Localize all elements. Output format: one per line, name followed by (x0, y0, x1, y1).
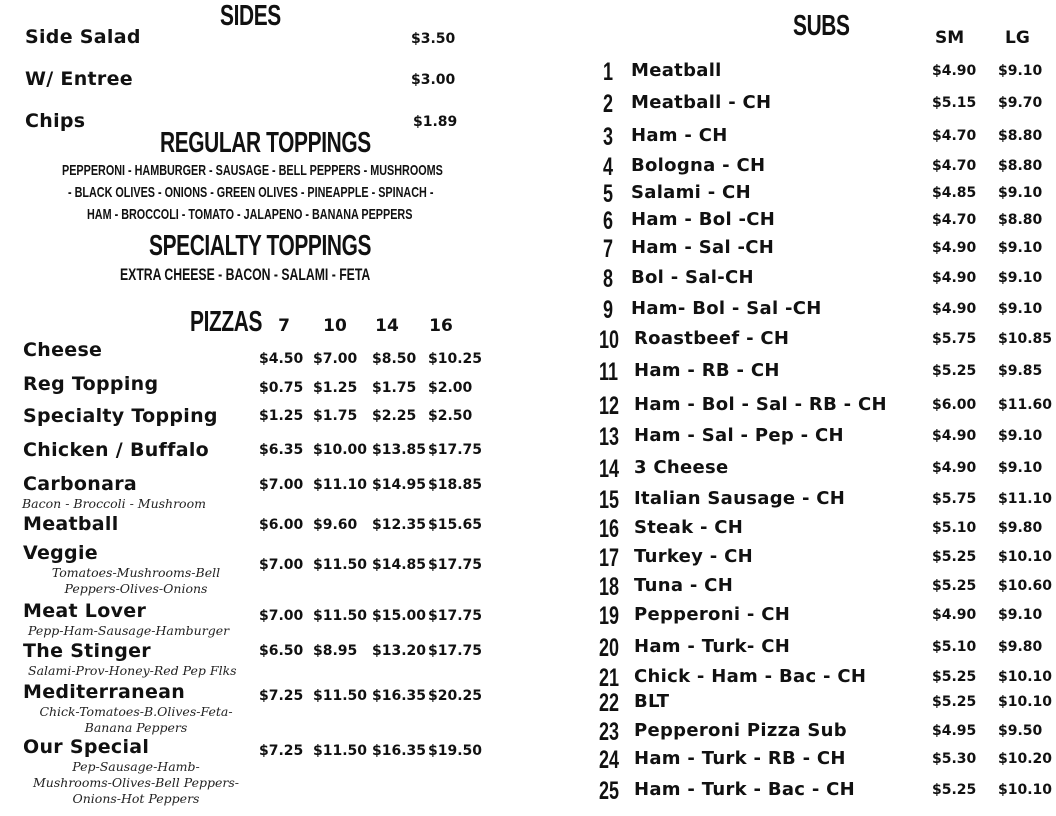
sub-price-small: $4.90 (932, 460, 977, 476)
sub-price-large: $9.10 (998, 63, 1043, 79)
sub-item-name: Tuna - CH (634, 575, 734, 596)
sub-price-small: $4.90 (932, 607, 977, 623)
sub-price-small: $4.70 (932, 128, 977, 144)
sub-price-large: $8.80 (998, 128, 1043, 144)
sub-item-name: Italian Sausage - CH (634, 488, 846, 509)
pizza-item-price: $2.00 (428, 380, 473, 396)
sub-number: 19 (599, 602, 620, 630)
sub-item-name: Ham - Turk - RB - CH (634, 748, 846, 769)
subs-col-sm: SM (935, 28, 965, 48)
sub-number: 20 (599, 634, 620, 662)
pizza-item-price: $4.50 (259, 351, 304, 367)
sub-number: 10 (599, 326, 620, 354)
pizza-item-description: Peppers-Olives-Onions (64, 581, 208, 596)
sub-price-large: $10.60 (998, 578, 1053, 594)
pizza-item-price: $17.75 (428, 557, 483, 573)
pizza-item-name: Meatball (23, 513, 119, 535)
sub-price-small: $5.15 (932, 95, 977, 111)
sub-price-small: $4.90 (932, 301, 977, 317)
sub-item-name: Ham - Bol -CH (631, 209, 776, 230)
sub-item-name: Ham - RB - CH (634, 360, 780, 381)
pizza-item-price: $14.95 (372, 477, 427, 493)
sub-price-large: $9.50 (998, 723, 1043, 739)
pizza-item-price: $17.75 (428, 608, 483, 624)
sub-item-name: Ham - Bol - Sal - RB - CH (634, 394, 887, 415)
sub-price-large: $10.85 (998, 331, 1053, 347)
sub-number: 8 (603, 265, 614, 293)
sub-price-small: $5.25 (932, 782, 977, 798)
regular-toppings-title: REGULAR TOPPINGS (160, 127, 371, 159)
sub-item-name: Salami - CH (631, 182, 751, 203)
pizza-item-price: $1.75 (372, 380, 417, 396)
sub-price-large: $11.10 (998, 491, 1053, 507)
subs-col-lg: LG (1005, 28, 1030, 48)
sub-item-name: Ham - Turk - Bac - CH (634, 779, 856, 800)
pizza-item-price: $13.20 (372, 643, 427, 659)
pizza-item-price: $14.85 (372, 557, 427, 573)
sub-item-name: Ham - CH (631, 125, 728, 146)
pizza-item-price: $1.75 (313, 408, 358, 424)
pizza-item-price: $11.50 (313, 743, 368, 759)
sub-price-small: $5.10 (932, 520, 977, 536)
sub-price-small: $4.70 (932, 158, 977, 174)
sub-price-large: $10.10 (998, 669, 1053, 685)
pizza-item-description: Onions-Hot Peppers (72, 791, 200, 806)
regular-toppings-line: PEPPERONI - HAMBURGER - SAUSAGE - BELL PEPPERS - MUSHROOMS (62, 162, 443, 179)
pizza-item-price: $2.25 (372, 408, 417, 424)
sub-price-small: $4.70 (932, 212, 977, 228)
sub-number: 21 (599, 664, 620, 692)
pizza-item-name: Our Special (23, 736, 150, 758)
side-item-name: Chips (25, 110, 86, 132)
pizza-item-price: $8.50 (372, 351, 417, 367)
sub-number: 17 (599, 544, 620, 572)
sub-item-name: Steak - CH (634, 517, 744, 538)
sub-price-large: $9.10 (998, 460, 1043, 476)
sub-item-name: Ham- Bol - Sal -CH (631, 298, 822, 319)
sub-price-small: $5.25 (932, 669, 977, 685)
pizza-item-description: Salami-Prov-Honey-Red Pep Flks (28, 663, 237, 678)
sub-price-large: $11.60 (998, 397, 1053, 413)
sub-price-large: $8.80 (998, 212, 1043, 228)
sub-price-large: $9.70 (998, 95, 1043, 111)
regular-toppings-line: - BLACK OLIVES - ONIONS - GREEN OLIVES - PINEAPPLE - SPINACH - (68, 184, 434, 201)
pizza-item-description: Chick-Tomatoes-B.Olives-Feta- (39, 704, 233, 719)
sub-number: 5 (603, 180, 614, 208)
pizza-item-price: $19.50 (428, 743, 483, 759)
sub-number: 12 (599, 392, 620, 420)
sub-number: 4 (603, 153, 614, 181)
pizza-item-price: $7.25 (259, 743, 304, 759)
pizza-item-price: $15.00 (372, 608, 427, 624)
sub-number: 6 (603, 207, 614, 235)
sub-number: 24 (599, 746, 620, 774)
pizza-item-name: Cheese (23, 339, 103, 361)
pizza-item-description: Bacon - Broccoli - Mushroom (22, 496, 206, 511)
pizza-item-price: $15.65 (428, 517, 483, 533)
sub-item-name: Ham - Sal -CH (631, 237, 775, 258)
sub-price-small: $5.75 (932, 331, 977, 347)
sub-price-large: $9.80 (998, 520, 1043, 536)
pizza-item-price: $13.85 (372, 442, 427, 458)
sub-price-large: $9.10 (998, 428, 1043, 444)
pizza-item-name: Carbonara (23, 473, 138, 495)
sub-number: 3 (603, 123, 614, 151)
sub-number: 7 (603, 235, 614, 263)
specialty-toppings-line: EXTRA CHEESE - BACON - SALAMI - FETA (120, 265, 371, 284)
sub-price-large: $10.10 (998, 782, 1053, 798)
sub-price-large: $10.10 (998, 549, 1053, 565)
sub-item-name: Chick - Ham - Bac - CH (634, 666, 867, 687)
sub-number: 13 (599, 423, 620, 451)
pizza-item-price: $18.85 (428, 477, 483, 493)
sub-number: 1 (603, 58, 614, 86)
pizza-item-price: $16.35 (372, 743, 427, 759)
sub-price-small: $4.90 (932, 240, 977, 256)
sub-item-name: Ham - Turk- CH (634, 636, 791, 657)
pizza-item-price: $7.00 (259, 608, 304, 624)
pizza-item-price: $7.00 (313, 351, 358, 367)
pizza-item-description: Pepp-Ham-Sausage-Hamburger (28, 623, 230, 638)
pizza-item-name: Specialty Topping (23, 405, 218, 427)
sub-price-large: $9.85 (998, 363, 1043, 379)
sub-number: 16 (599, 515, 620, 543)
sub-price-small: $5.30 (932, 751, 977, 767)
sub-number: 15 (599, 486, 620, 514)
pizzas-title: PIZZAS (190, 306, 263, 338)
pizza-item-description: Tomatoes-Mushrooms-Bell (51, 565, 221, 580)
sub-price-small: $5.25 (932, 363, 977, 379)
pizza-item-price: $17.75 (428, 643, 483, 659)
sub-price-large: $9.80 (998, 639, 1043, 655)
pizza-item-name: Veggie (23, 542, 98, 564)
pizza-item-price: $11.50 (313, 557, 368, 573)
sub-item-name: Meatball (631, 60, 722, 81)
sub-item-name: Roastbeef - CH (634, 328, 790, 349)
pizza-item-name: Reg Topping (23, 373, 159, 395)
sub-price-large: $9.10 (998, 185, 1043, 201)
pizza-item-price: $11.10 (313, 477, 368, 493)
pizza-item-price: $7.25 (259, 688, 304, 704)
sub-price-small: $4.95 (932, 723, 977, 739)
sub-item-name: Pepperoni Pizza Sub (634, 720, 847, 741)
pizza-item-price: $10.25 (428, 351, 483, 367)
sub-number: 25 (599, 777, 620, 805)
side-item-price: $1.89 (413, 114, 458, 130)
side-item-price: $3.50 (411, 31, 456, 47)
sub-price-small: $4.90 (932, 270, 977, 286)
sub-price-small: $6.00 (932, 397, 977, 413)
pizza-size-header: 16 (429, 316, 453, 336)
specialty-toppings-title: SPECIALTY TOPPINGS (149, 230, 372, 262)
sub-item-name: Ham - Sal - Pep - CH (634, 425, 844, 446)
subs-title: SUBS (793, 10, 850, 42)
sub-number: 9 (603, 296, 614, 324)
sub-price-large: $8.80 (998, 158, 1043, 174)
sub-price-small: $4.90 (932, 63, 977, 79)
sub-price-small: $5.10 (932, 639, 977, 655)
sub-price-large: $9.10 (998, 607, 1043, 623)
pizza-item-price: $11.50 (313, 608, 368, 624)
sub-price-small: $4.85 (932, 185, 977, 201)
pizza-item-name: Chicken / Buffalo (23, 439, 209, 461)
sides-title: SIDES (220, 0, 281, 32)
side-item-name: W/ Entree (25, 68, 133, 90)
pizza-item-name: The Stinger (23, 640, 151, 662)
pizza-size-header: 7 (278, 316, 290, 336)
sub-item-name: Pepperoni - CH (634, 604, 791, 625)
pizza-item-price: $7.00 (259, 557, 304, 573)
pizza-item-price: $1.25 (313, 380, 358, 396)
pizza-item-price: $12.35 (372, 517, 427, 533)
regular-toppings-line: HAM - BROCCOLI - TOMATO - JALAPENO - BANANA PEPPERS (87, 206, 413, 223)
sub-price-small: $5.25 (932, 549, 977, 565)
sub-price-small: $5.75 (932, 491, 977, 507)
sub-price-small: $4.90 (932, 428, 977, 444)
pizza-item-price: $7.00 (259, 477, 304, 493)
sub-price-large: $10.10 (998, 694, 1053, 710)
pizza-item-name: Mediterranean (23, 681, 186, 703)
pizza-item-description: Banana Peppers (84, 720, 188, 735)
pizza-size-header: 14 (375, 316, 399, 336)
sub-number: 14 (599, 455, 620, 483)
sub-number: 11 (599, 358, 619, 386)
pizza-item-description: Mushrooms-Olives-Bell Peppers- (33, 775, 239, 790)
sub-item-name: Meatball - CH (631, 92, 772, 113)
pizza-item-price: $6.35 (259, 442, 304, 458)
pizza-item-price: $6.50 (259, 643, 304, 659)
sub-item-name: BLT (634, 691, 670, 712)
sub-price-large: $9.10 (998, 270, 1043, 286)
pizza-item-price: $10.00 (313, 442, 368, 458)
pizza-item-price: $8.95 (313, 643, 358, 659)
pizza-item-price: $11.50 (313, 688, 368, 704)
pizza-item-price: $17.75 (428, 442, 483, 458)
pizza-item-price: $9.60 (313, 517, 358, 533)
sub-item-name: Bologna - CH (631, 155, 766, 176)
sub-number: 22 (599, 689, 620, 717)
sub-price-large: $9.10 (998, 240, 1043, 256)
sub-item-name: 3 Cheese (634, 457, 729, 478)
sub-number: 2 (603, 90, 614, 118)
pizza-item-price: $2.50 (428, 408, 473, 424)
sub-price-small: $5.25 (932, 578, 977, 594)
pizza-item-price: $16.35 (372, 688, 427, 704)
pizza-item-price: $1.25 (259, 408, 304, 424)
sub-price-large: $10.20 (998, 751, 1053, 767)
pizza-size-header: 10 (323, 316, 347, 336)
sub-number: 18 (599, 573, 620, 601)
pizza-item-price: $6.00 (259, 517, 304, 533)
side-item-name: Side Salad (25, 26, 141, 48)
side-item-price: $3.00 (411, 72, 456, 88)
sub-item-name: Bol - Sal-CH (631, 267, 754, 288)
sub-price-small: $5.25 (932, 694, 977, 710)
sub-price-large: $9.10 (998, 301, 1043, 317)
sub-number: 23 (599, 718, 620, 746)
pizza-item-price: $0.75 (259, 380, 304, 396)
pizza-item-price: $20.25 (428, 688, 483, 704)
pizza-item-description: Pep-Sausage-Hamb- (72, 759, 200, 774)
sub-item-name: Turkey - CH (634, 546, 753, 567)
pizza-item-name: Meat Lover (23, 600, 147, 622)
